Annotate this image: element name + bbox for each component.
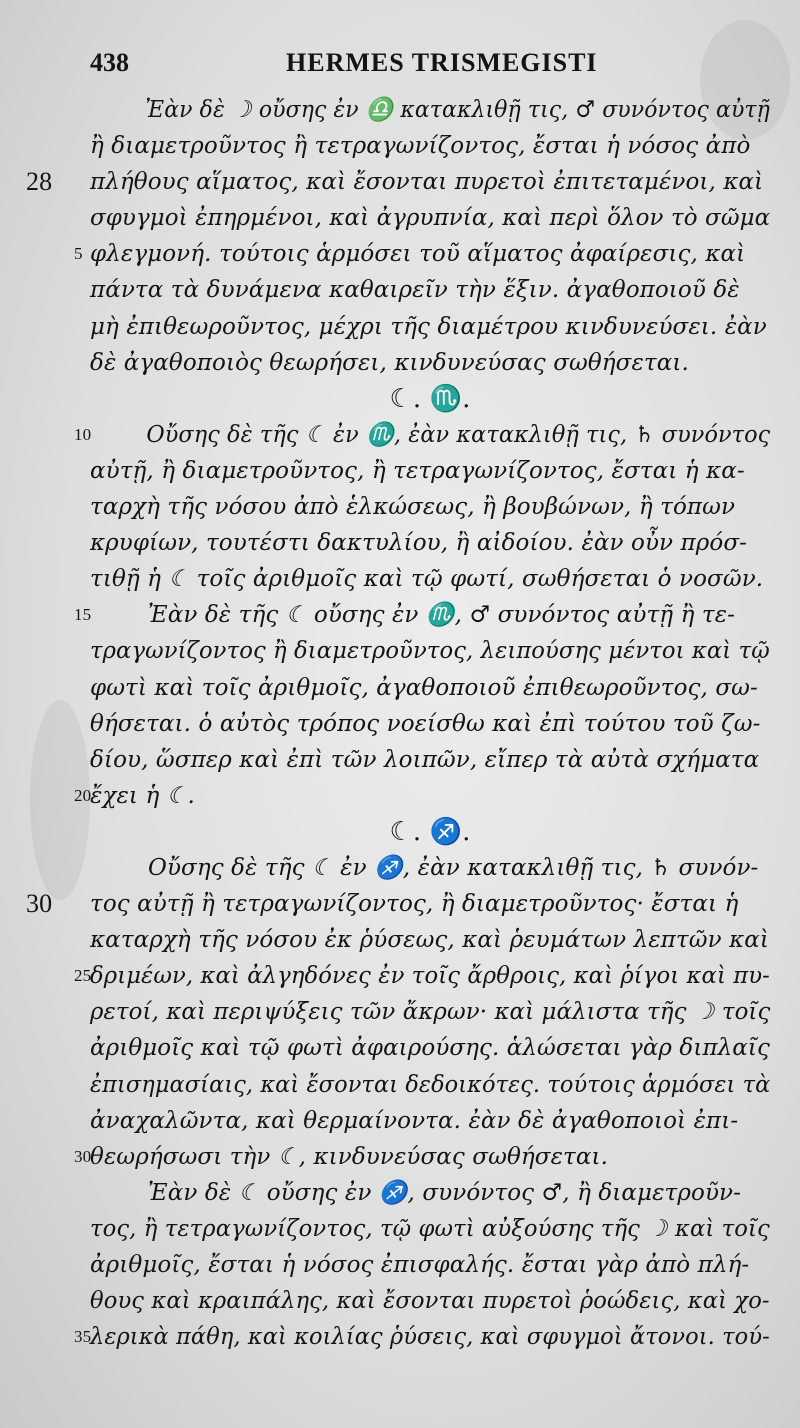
- line-text: ἢ διαμετροῦντος ἢ τετραγωνίζοντος, ἔσται ἡ νόσος ἀπὸ: [90, 133, 751, 160]
- line-text: φλεγμονή. τούτοις ἁρμόσει τοῦ αἵματος ἀφαίρεσις, καὶ: [90, 241, 746, 268]
- line-text: θους καὶ κραιπάλης, καὶ ἔσονται πυρετοὶ ῥοώδεις, καὶ χο-: [90, 1288, 770, 1315]
- line-text: πάντα τὰ δυνάμενα καθαιρεῖν τὴν ἕξιν. ἀγαθοποιοῦ δὲ: [90, 277, 740, 304]
- text-line: [90, 489, 770, 525]
- text-line: [74, 417, 771, 453]
- line-number: 5: [74, 244, 83, 264]
- line-text: δριμέων, καὶ ἀλγηδόνες ἐν τοῖς ἄρθροις, καὶ ῥίγοι καὶ πυ-: [90, 963, 770, 990]
- line-text: ἀναχαλῶντα, καὶ θερμαίνοντα. ἐὰν δὲ ἀγαθοποιοὶ ἐπι-: [90, 1107, 739, 1134]
- line-text: δίου, ὥσπερ καὶ ἐπὶ τῶν λοιπῶν, εἴπερ τὰ αὐτὰ σχήματα: [90, 746, 760, 773]
- running-title: HERMES TRISMEGISTI: [286, 48, 598, 77]
- line-text: ☾. ♐.: [389, 816, 471, 847]
- line-text: τραγωνίζοντος ἢ διαμετροῦντος, λειπούσης μέντοι καὶ τῷ: [90, 638, 770, 665]
- text-line: [90, 1067, 770, 1103]
- section-heading: [90, 814, 770, 850]
- line-text: λερικὰ πάθη, καὶ κοιλίας ῥύσεις, καὶ σφυγμοὶ ἄτονοι. τού-: [90, 1324, 770, 1351]
- line-number: 15: [74, 605, 92, 625]
- line-text: τιθῇ ἡ ☾ τοῖς ἀριθμοῖς καὶ τῷ φωτί, σωθήσεται ὁ νοσῶν.: [90, 566, 764, 593]
- text-line: [90, 1247, 770, 1283]
- text-line: [74, 597, 770, 633]
- line-text: φωτὶ καὶ τοῖς ἀριθμοῖς, ἀγαθοποιοῦ ἐπιθεωροῦντος, σω-: [90, 674, 758, 701]
- text-line: [74, 1319, 770, 1355]
- line-text: ρετοί, καὶ περιψύξεις τῶν ἄκρων· καὶ μάλιστα τῆς ☽ τοῖς: [90, 999, 771, 1026]
- line-text: ☾. ♏.: [389, 383, 471, 414]
- line-text: αὐτῇ, ἢ διαμετροῦντος, ἢ τετραγωνίζοντος, ἔσται ἡ κα-: [90, 457, 745, 484]
- text-line: [74, 236, 770, 272]
- margin-reference-number: 28: [26, 167, 53, 197]
- line-text: ταρχὴ τῆς νόσου ἀπὸ ἑλκώσεως, ἢ βουβώνων, ἢ τόπων: [90, 494, 736, 521]
- text-line: [90, 309, 770, 345]
- line-text: τος αὐτῇ ἢ τετραγωνίζοντος, ἢ διαμετροῦντος· ἔσται ἡ: [90, 891, 739, 918]
- text-line: [90, 633, 770, 669]
- section-heading: [90, 381, 770, 417]
- text-line: [26, 886, 770, 922]
- text-line: [74, 958, 770, 994]
- text-line: [90, 525, 770, 561]
- text-line: [90, 1175, 770, 1211]
- text-line: [90, 200, 770, 236]
- line-number: 25: [74, 966, 92, 986]
- text-line: [90, 1103, 770, 1139]
- text-line: [90, 922, 770, 958]
- margin-reference-number: 30: [26, 889, 53, 919]
- text-line: [90, 1283, 770, 1319]
- text-line: [90, 670, 770, 706]
- text-line: [90, 994, 770, 1030]
- line-text: ἀριθμοῖς καὶ τῷ φωτὶ ἀφαιρούσης. ἁλώσεται γὰρ διπλαῖς: [90, 1035, 770, 1062]
- text-line: [90, 706, 770, 742]
- text-line: [90, 272, 770, 308]
- line-text: Ἐὰν δὲ ☽ οὔσης ἐν ♎ κατακλιθῇ τις, ♂ συνόντος αὐτῇ: [145, 97, 770, 123]
- line-text: θήσεται. ὁ αὐτὸς τρόπος νοείσθω καὶ ἐπὶ τούτου τοῦ ζω-: [90, 710, 761, 737]
- text-line: [90, 128, 770, 164]
- line-text: κρυφίων, τουτέστι δακτυλίου, ἢ αἰδοίου. ἐὰν οὖν πρόσ-: [90, 530, 748, 557]
- text-line: [90, 850, 770, 886]
- line-text: Ἐὰν δὲ ☾ οὔσης ἐν ♐, συνόντος ♂, ἢ διαμετροῦν-: [148, 1179, 741, 1206]
- line-number: 20: [74, 785, 92, 805]
- text-line: [90, 92, 770, 128]
- line-text: Οὔσης δὲ τῆς ☾ ἐν ♐, ἐὰν κατακλιθῇ τις, ♄ συνόν-: [148, 854, 759, 881]
- line-text: δὲ ἀγαθοποιὸς θεωρήσει, κινδυνεύσας σωθήσεται.: [90, 349, 689, 376]
- line-text: πλήθους αἵματος, καὶ ἔσονται πυρετοὶ ἐπιτεταμένοι, καὶ: [90, 169, 764, 196]
- page-number: 438: [90, 48, 129, 77]
- line-text: τος, ἢ τετραγωνίζοντος, τῷ φωτὶ αὐξούσης τῆς ☽ καὶ τοῖς: [90, 1215, 770, 1242]
- body-text: [26, 92, 771, 1355]
- text-line: [74, 1139, 770, 1175]
- line-text: καταρχὴ τῆς νόσου ἐκ ῥύσεως, καὶ ῥευμάτων λεπτῶν καὶ: [90, 927, 770, 954]
- line-text: σφυγμοὶ ἐπηρμένοι, καὶ ἀγρυπνία, καὶ περὶ ὅλον τὸ σῶμα: [90, 205, 771, 232]
- line-number: 10: [74, 424, 92, 444]
- line-text: ἐπισημασίαις, καὶ ἔσονται δεδοικότες. τούτοις ἁρμόσει τὰ: [90, 1071, 771, 1098]
- line-text: μὴ ἐπιθεωροῦντος, μέχρι τῆς διαμέτρου κινδυνεύσει. ἐὰν: [90, 313, 767, 340]
- line-text: Ἐὰν δὲ τῆς ☾ οὔσης ἐν ♏, ♂ συνόντος αὐτῇ ἢ τε-: [148, 602, 736, 629]
- line-text: ἔχει ἡ ☾.: [90, 782, 195, 809]
- text-line: [26, 164, 770, 200]
- page-header: [0, 40, 800, 84]
- text-line: [90, 453, 770, 489]
- line-text: Οὔσης δὲ τῆς ☾ ἐν ♏, ἐὰν κατακλιθῇ τις, ♄ συνόντος: [146, 421, 771, 448]
- text-line: [90, 742, 770, 778]
- line-number: 30: [74, 1146, 92, 1166]
- text-line: [90, 1211, 770, 1247]
- line-text: θεωρήσωσι τὴν ☾, κινδυνεύσας σωθήσεται.: [90, 1143, 609, 1170]
- text-line: [90, 561, 770, 597]
- text-line: [90, 345, 770, 381]
- line-number: 35: [74, 1327, 92, 1347]
- text-line: [74, 778, 770, 814]
- line-text: ἀριθμοῖς, ἔσται ἡ νόσος ἐπισφαλής. ἔσται γὰρ ἀπὸ πλή-: [90, 1252, 750, 1278]
- text-line: [90, 1030, 770, 1066]
